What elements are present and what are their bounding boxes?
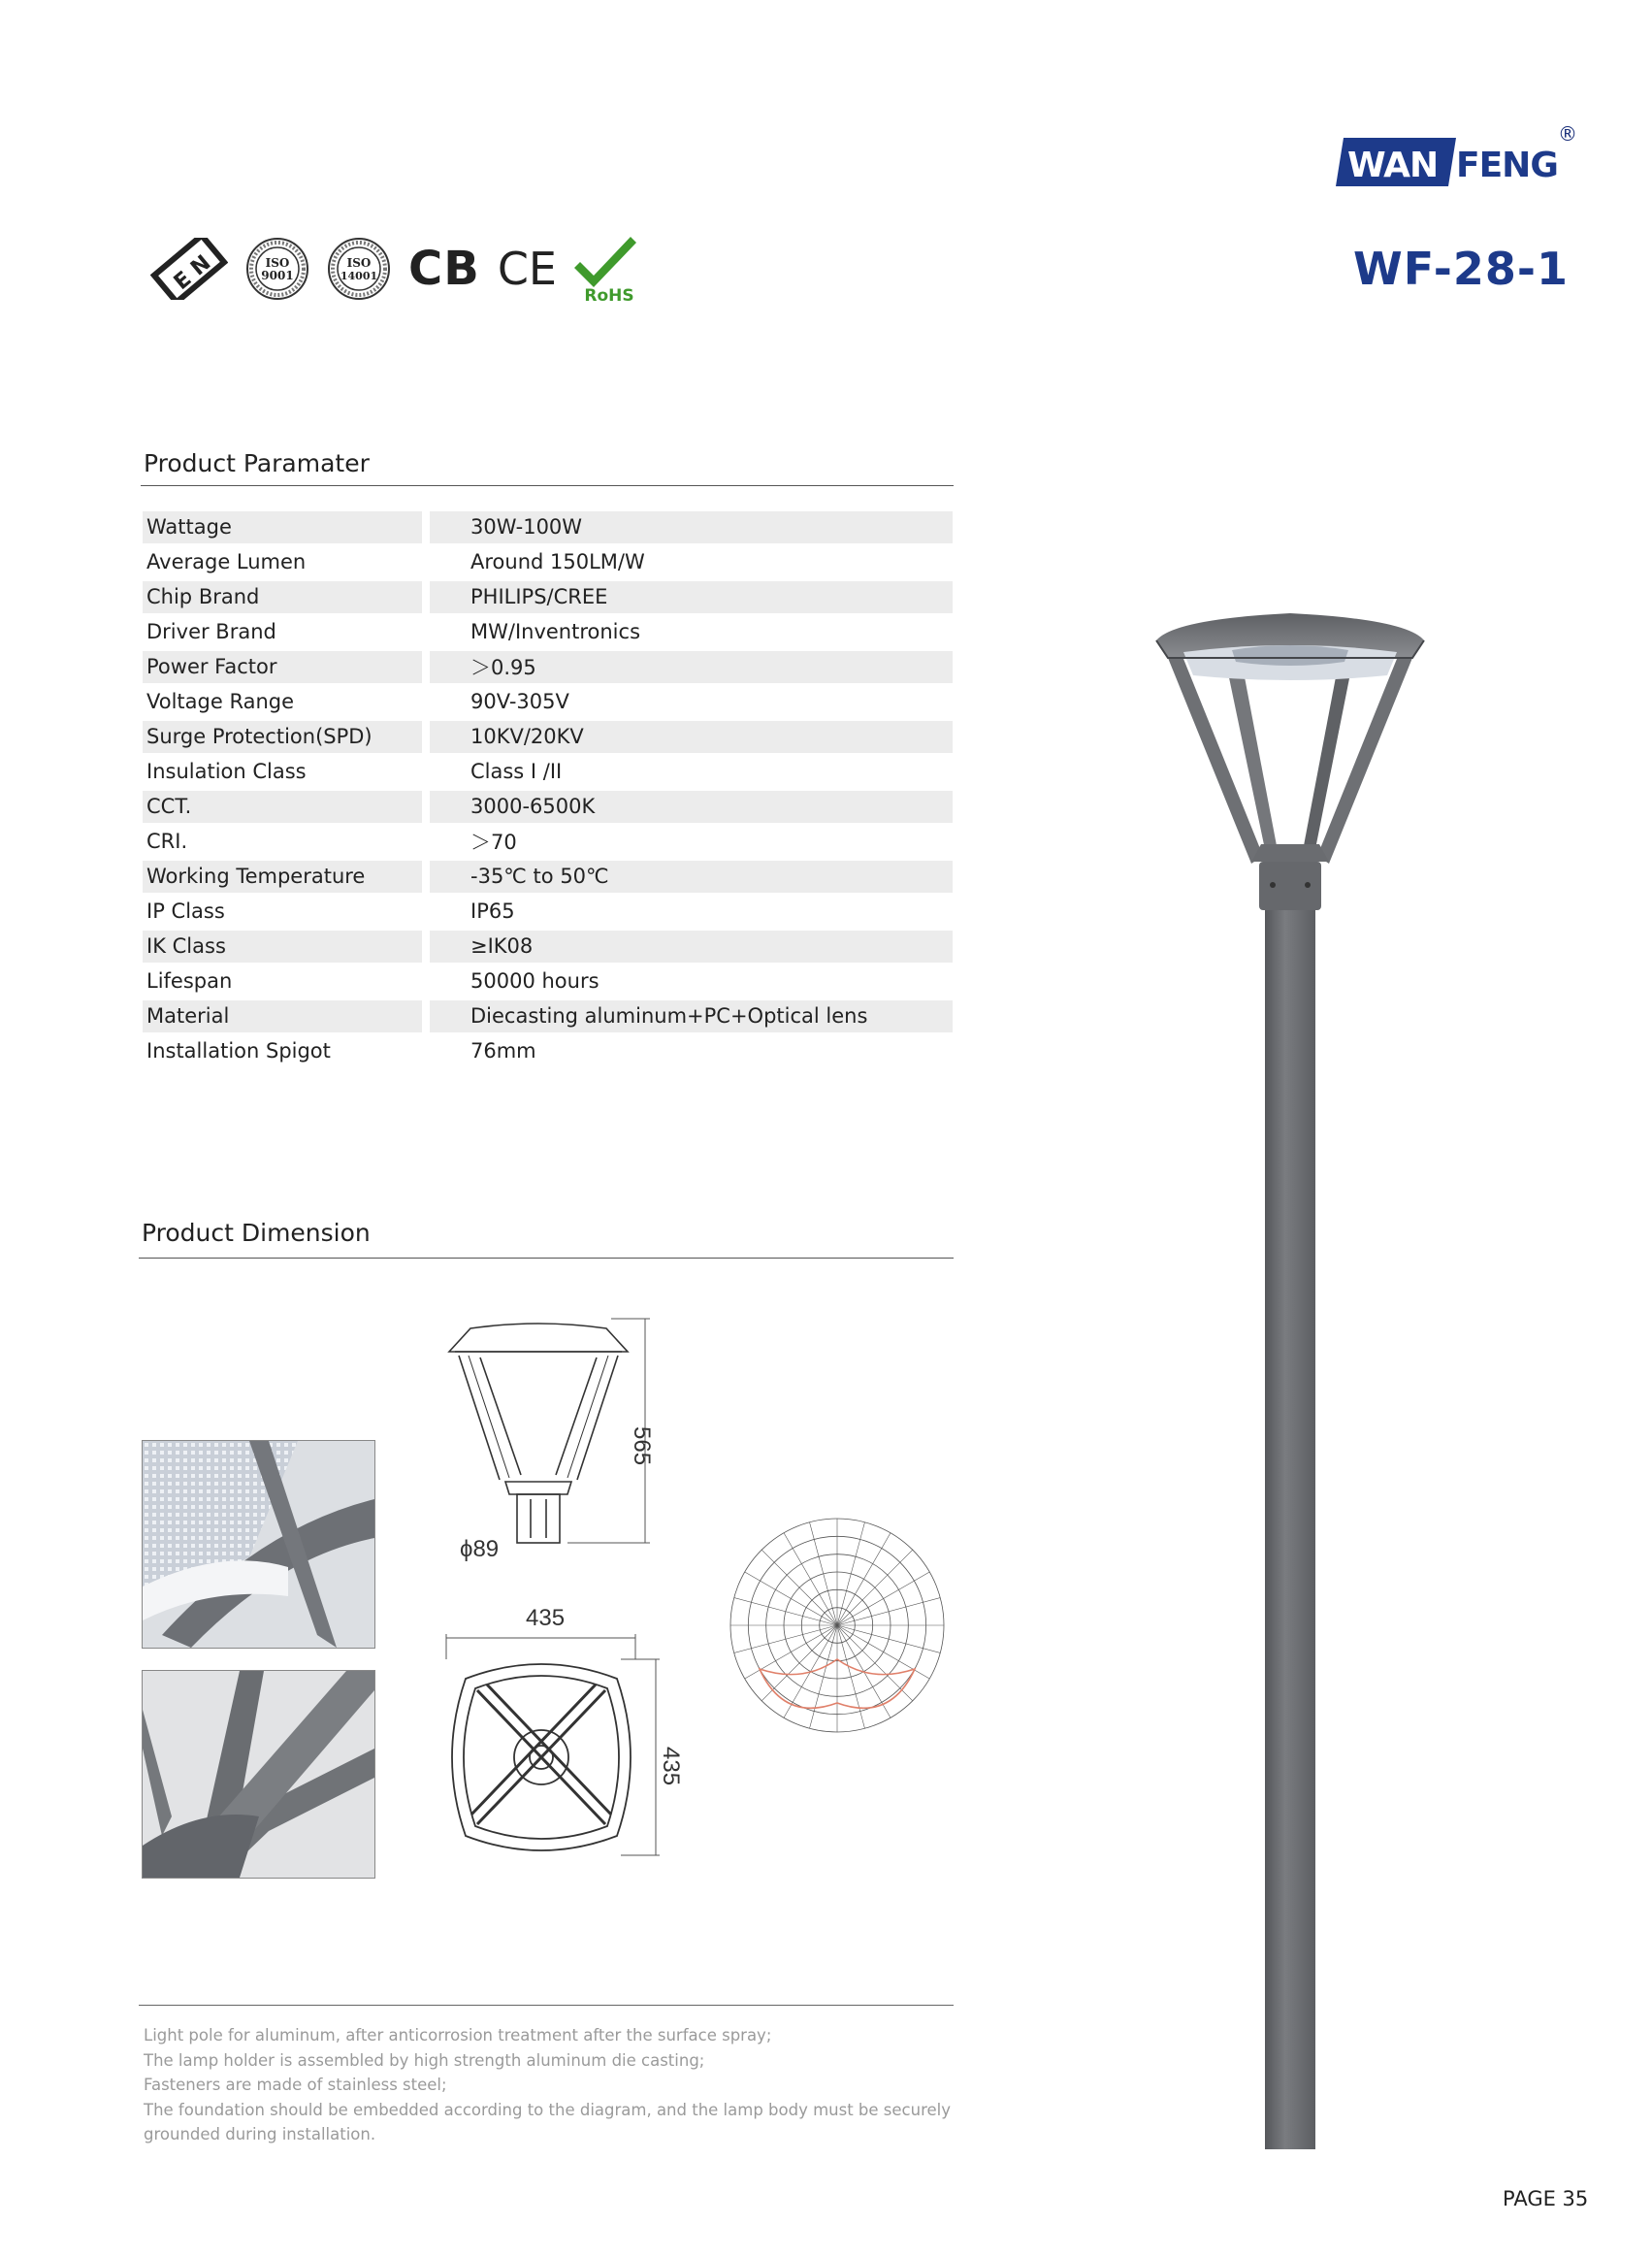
parameter-row	[143, 894, 953, 929]
parameter-row	[143, 719, 953, 754]
ce-mark: CE	[497, 243, 557, 295]
parameter-label: Power Factor	[143, 651, 422, 683]
parameter-row	[143, 859, 953, 894]
parameter-label: Insulation Class	[146, 760, 307, 783]
parameter-value: -35℃ to 50℃	[430, 861, 953, 893]
enec-icon	[150, 238, 228, 300]
parameter-label: Lifespan	[146, 969, 233, 993]
parameter-label: Average Lumen	[146, 550, 307, 573]
spigot-diameter-label: ϕ89	[460, 1536, 500, 1562]
note-line: Light pole for aluminum, after anticorrosion treatment after the surface spray;	[144, 2026, 772, 2044]
iso9001-icon	[245, 237, 309, 301]
parameter-value: Diecasting aluminum+PC+Optical lens	[430, 1000, 953, 1032]
light-distribution-diagram	[726, 1514, 949, 1737]
parameter-label: Wattage	[143, 511, 422, 543]
parameter-row	[143, 649, 953, 684]
parameter-label: IP Class	[146, 900, 225, 923]
parameter-value: ≥IK08	[430, 931, 953, 963]
parameter-row	[143, 998, 953, 1033]
detail-photo-frame	[142, 1670, 375, 1879]
certification-logos	[150, 225, 644, 312]
cb-mark: CB	[408, 242, 480, 296]
parameter-row	[143, 579, 953, 614]
page-number: PAGE 35	[1503, 2187, 1589, 2210]
parameter-label: Installation Spigot	[146, 1039, 331, 1063]
parameter-label: Working Temperature	[143, 861, 422, 893]
detail-photo-lens	[142, 1440, 375, 1649]
parameter-row	[143, 544, 953, 579]
parameter-row	[143, 684, 953, 719]
rohs-icon	[574, 233, 644, 305]
parameter-label: Chip Brand	[143, 581, 422, 613]
note-line: The foundation should be embedded according to the diagram, and the lamp body must be securely grounded during installation.	[144, 2100, 952, 2143]
parameter-section-title: Product Paramater	[144, 449, 370, 477]
parameter-row	[143, 929, 953, 964]
parameter-row	[143, 824, 953, 859]
parameter-value: 3000-6500K	[430, 791, 953, 823]
svg-text:FENG: FENG	[1456, 146, 1558, 185]
parameter-value: ＞0.95	[430, 651, 953, 683]
parameter-value: PHILIPS/CREE	[430, 581, 953, 613]
iso9001-bottom-text: 9001	[261, 269, 294, 282]
parameter-value: 30W-100W	[430, 511, 953, 543]
parameter-value: 10KV/20KV	[430, 721, 953, 753]
parameter-label: Voltage Range	[146, 690, 295, 713]
parameter-value: 50000 hours	[470, 969, 599, 993]
parameter-value: 76mm	[470, 1039, 536, 1063]
parameter-row	[143, 754, 953, 789]
parameter-table	[143, 509, 953, 1068]
iso14001-icon	[327, 237, 391, 301]
parameter-label: CCT.	[143, 791, 422, 823]
iso9001-top-text: ISO	[265, 256, 290, 270]
width-dimension-label: 435	[526, 1605, 566, 1631]
rohs-text: RoHS	[584, 286, 634, 305]
svg-text:WAN: WAN	[1347, 146, 1439, 185]
note-line: Fasteners are made of stainless steel;	[144, 2076, 447, 2094]
parameter-row	[143, 614, 953, 649]
parameter-row	[143, 789, 953, 824]
top-view-drawing	[437, 1630, 669, 1863]
dimension-divider	[139, 1258, 954, 1259]
height-dimension-label: 565	[629, 1426, 655, 1466]
parameter-value: Around 150LM/W	[470, 550, 645, 573]
parameter-divider	[141, 485, 954, 486]
parameter-label: Surge Protection(SPD)	[143, 721, 422, 753]
model-number: WF-28-1	[1353, 243, 1569, 295]
product-pole-image	[1145, 602, 1436, 2149]
parameter-row	[143, 964, 953, 998]
note-line: The lamp holder is assembled by high strength aluminum die casting;	[144, 2050, 705, 2070]
parameter-label: Material	[143, 1000, 422, 1032]
parameter-value: 90V-305V	[470, 690, 569, 713]
depth-dimension-label: 435	[658, 1747, 684, 1786]
parameter-value: Class I /II	[470, 760, 563, 783]
parameter-label: IK Class	[143, 931, 422, 963]
wanfeng-logo	[1336, 136, 1559, 188]
parameter-row	[143, 509, 953, 544]
parameter-label: Driver Brand	[146, 620, 276, 643]
parameter-value: ＞70	[470, 831, 517, 854]
parameter-value: IP65	[470, 900, 515, 923]
iso14001-top-text: ISO	[346, 256, 372, 270]
svg-text:E N: E N	[169, 250, 216, 296]
parameter-label: CRI.	[146, 830, 188, 853]
parameter-row	[143, 1033, 953, 1068]
iso14001-bottom-text: 14001	[340, 270, 378, 282]
dimension-section-title: Product Dimension	[142, 1219, 371, 1247]
parameter-value: MW/Inventronics	[470, 620, 641, 643]
registered-mark: ®	[1558, 122, 1577, 146]
notes	[144, 2023, 958, 2147]
notes-divider	[139, 2005, 954, 2006]
